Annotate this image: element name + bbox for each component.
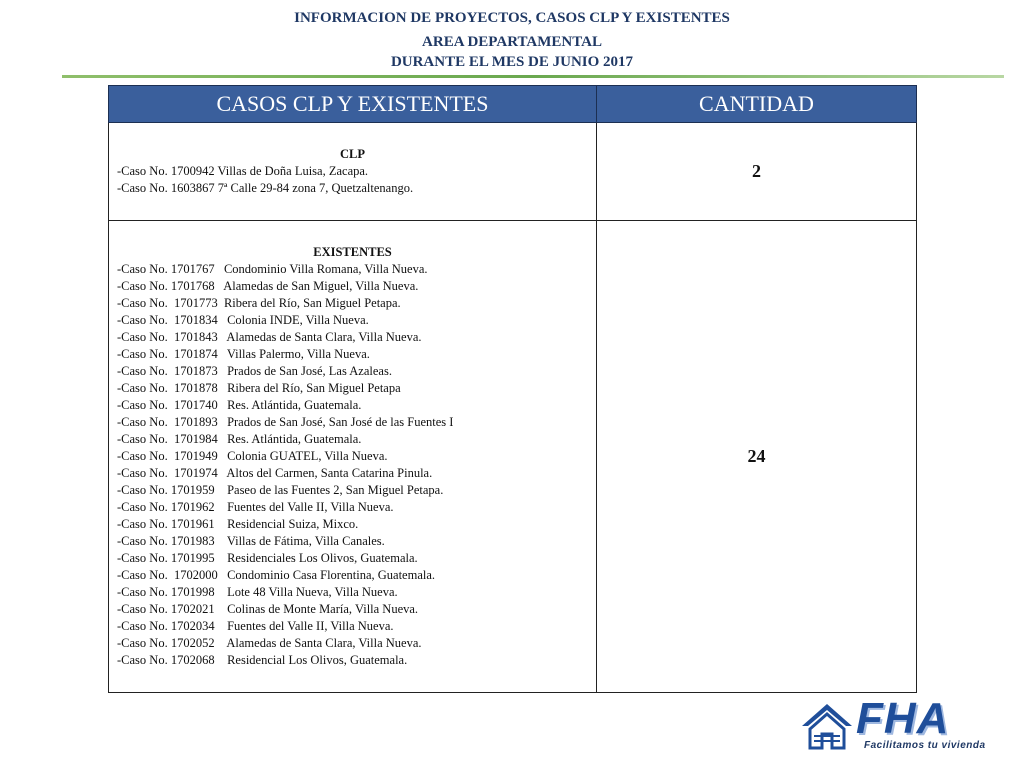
column-header-quantity: CANTIDAD <box>597 86 917 123</box>
cases-table <box>108 85 917 693</box>
clp-case-item: -Caso No. 1603867 7ª Calle 29-84 zona 7, Quetzaltenango. <box>117 181 414 195</box>
existentes-case-item: -Caso No. 1701984 Res. Atlántida, Guatemala. <box>117 432 362 446</box>
existentes-case-item: -Caso No. 1701768 Alamedas de San Miguel, Villa Nueva. <box>117 279 419 293</box>
existentes-case-item: -Caso No. 1701740 Res. Atlántida, Guatemala. <box>117 398 362 412</box>
existentes-case-item: -Caso No. 1701949 Colonia GUATEL, Villa Nueva. <box>117 449 388 463</box>
existentes-case-item: -Caso No. 1701893 Prados de San José, San José de las Fuentes I <box>117 415 454 429</box>
clp-heading: CLP <box>340 147 365 161</box>
title-line-1: INFORMACION DE PROYECTOS, CASOS CLP Y EXISTENTES <box>294 10 730 26</box>
existentes-case-item: -Caso No. 1701962 Fuentes del Valle II, Villa Nueva. <box>117 500 394 514</box>
existentes-count: 24 <box>597 221 917 693</box>
title-line-2: AREA DEPARTAMENTAL <box>422 34 602 50</box>
existentes-case-item: -Caso No. 1701874 Villas Palermo, Villa Nueva. <box>117 347 370 361</box>
logo-wordmark: FHA <box>856 694 950 743</box>
clp-case-item: -Caso No. 1700942 Villas de Doña Luisa, Zacapa. <box>117 164 369 178</box>
existentes-case-item: -Caso No. 1701843 Alamedas de Santa Clara, Villa Nueva. <box>117 330 422 344</box>
clp-cases-cell <box>109 123 597 221</box>
existentes-cases-cell <box>109 221 597 693</box>
existentes-case-item: -Caso No. 1702052 Alamedas de Santa Clara, Villa Nueva. <box>117 636 422 650</box>
existentes-case-item: -Caso No. 1701959 Paseo de las Fuentes 2, San Miguel Petapa. <box>117 483 444 497</box>
existentes-case-item: -Caso No. 1701961 Residencial Suiza, Mixco. <box>117 517 359 531</box>
table-row-existentes <box>109 221 917 693</box>
existentes-case-item: -Caso No. 1702068 Residencial Los Olivos, Guatemala. <box>117 653 408 667</box>
logo-tagline: Facilitamos tu vivienda <box>864 740 986 751</box>
existentes-case-item: -Caso No. 1702021 Colinas de Monte María, Villa Nueva. <box>117 602 419 616</box>
column-header-cases: CASOS CLP Y EXISTENTES <box>109 86 597 123</box>
header-divider <box>62 75 1004 78</box>
existentes-case-item: -Caso No. 1701878 Ribera del Río, San Miguel Petapa <box>117 381 401 395</box>
existentes-case-item: -Caso No. 1702034 Fuentes del Valle II, Villa Nueva. <box>117 619 394 633</box>
house-icon <box>800 702 854 750</box>
table-row-clp <box>109 123 917 221</box>
existentes-heading: EXISTENTES <box>313 245 392 259</box>
existentes-case-item: -Caso No. 1701767 Condominio Villa Romana, Villa Nueva. <box>117 262 428 276</box>
existentes-case-item: -Caso No. 1701873 Prados de San José, Las Azaleas. <box>117 364 392 378</box>
existentes-case-item: -Caso No. 1701983 Villas de Fátima, Villa Canales. <box>117 534 385 548</box>
existentes-case-item: -Caso No. 1701998 Lote 48 Villa Nueva, Villa Nueva. <box>117 585 398 599</box>
clp-count: 2 <box>597 123 917 221</box>
table-header-row <box>109 86 917 123</box>
title-line-3: DURANTE EL MES DE JUNIO 2017 <box>390 54 634 70</box>
existentes-case-item: -Caso No. 1701995 Residenciales Los Olivos, Guatemala. <box>117 551 418 565</box>
existentes-case-item: -Caso No. 1701834 Colonia INDE, Villa Nueva. <box>117 313 369 327</box>
existentes-case-item: -Caso No. 1702000 Condominio Casa Florentina, Guatemala. <box>117 568 436 582</box>
existentes-case-item: -Caso No. 1701773 Ribera del Río, San Miguel Petapa. <box>117 296 401 310</box>
existentes-case-item: -Caso No. 1701974 Altos del Carmen, Santa Catarina Pinula. <box>117 466 433 480</box>
fha-logo <box>800 694 1006 754</box>
